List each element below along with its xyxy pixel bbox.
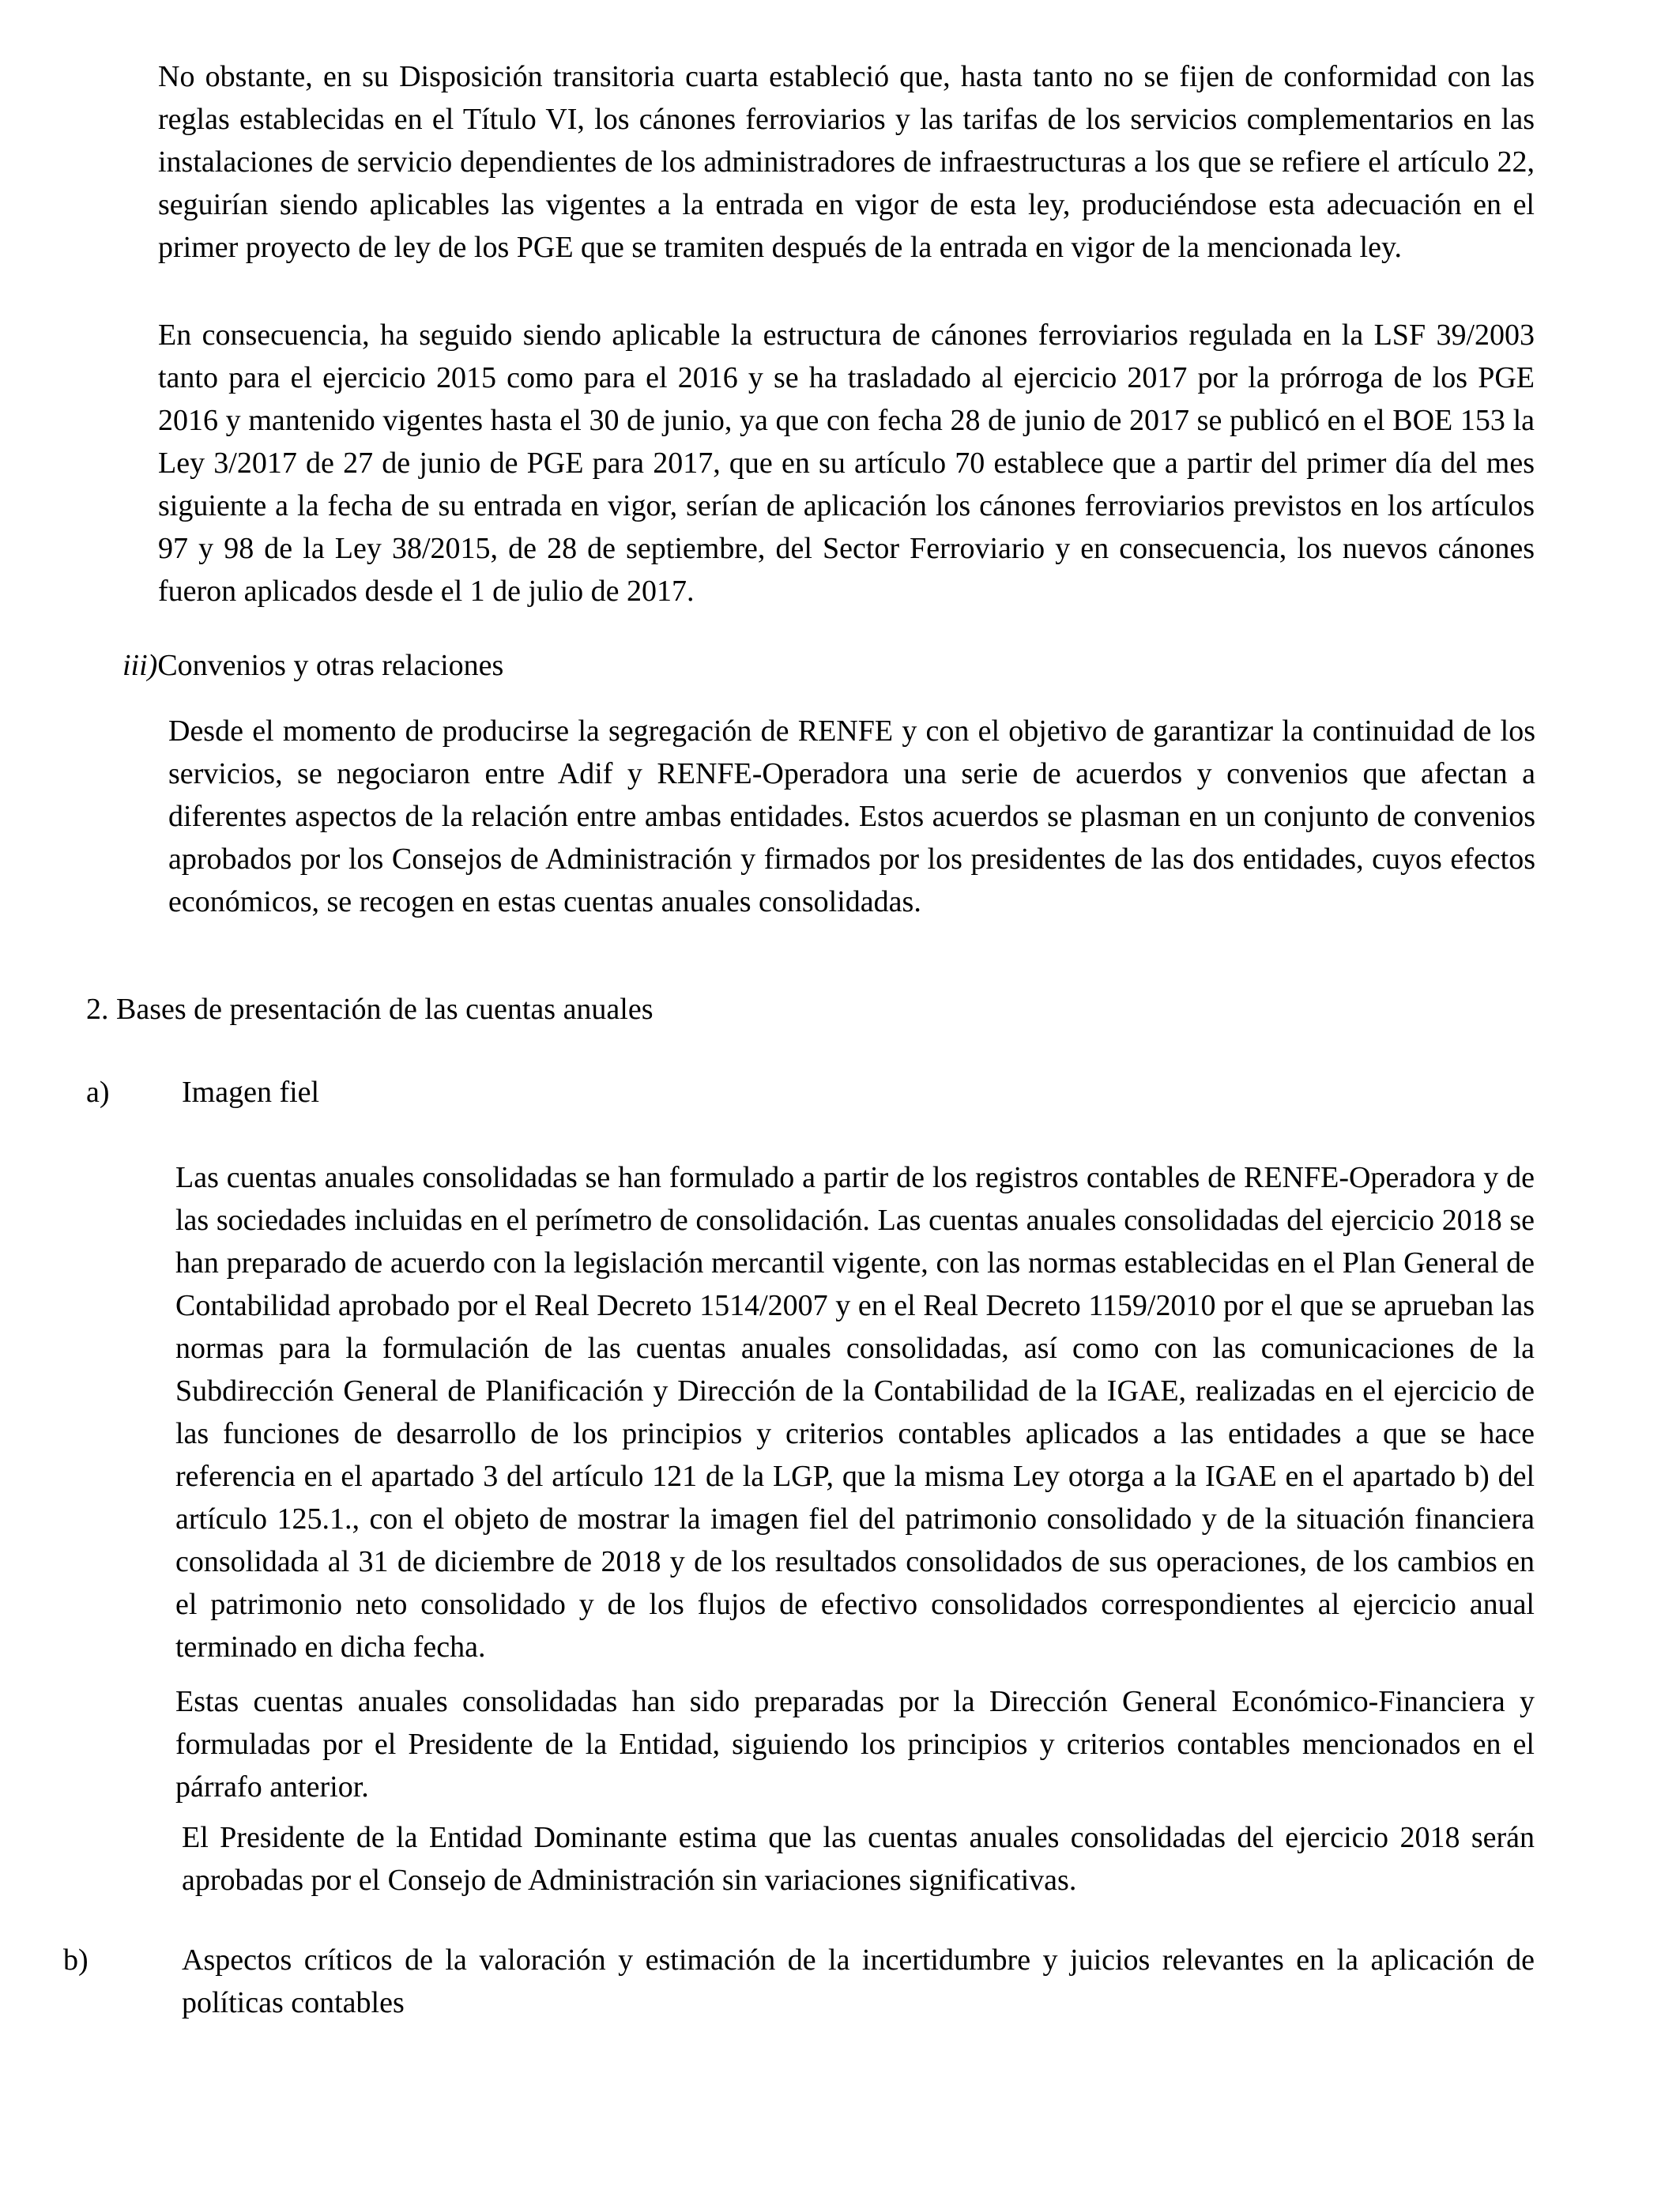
subsection-title-convenios: Convenios y otras relaciones	[157, 649, 504, 682]
item-label-b: b)	[63, 1943, 89, 1977]
item-title-imagen-fiel: Imagen fiel	[182, 1076, 320, 1109]
subsection-label-iii: iii)	[122, 649, 158, 682]
section-heading-bases: 2. Bases de presentación de las cuentas anuales	[86, 993, 654, 1026]
paragraph-convenios: Desde el momento de producirse la segregación de RENFE y con el objetivo de garantizar la continuidad de los servicios, se negociaron entre Adif y RENFE-Operadora una serie de acuerdos y convenios que afectan a diferentes aspectos de la relación entre ambas entidades. Estos acuerdos se plasman en un conjunto de convenios aprobados por los Consejos de Administración y firmados por los presidentes de las dos entidades, cuyos efectos económicos, se recogen en estas cuentas anuales consolidadas.	[168, 714, 1535, 918]
paragraph-consequence: En consecuencia, ha seguido siendo aplicable la estructura de cánones ferroviarios regulada en la LSF 39/2003 tanto para el ejercicio 2015 como para el 2016 y se ha trasladado al ejercicio 2017 por la prórroga de los PGE 2016 y mantenido vigentes hasta el 30 de junio, ya que con fecha 28 de junio de 2017 se publicó en el BOE 153 la Ley 3/2017 de 27 de junio de PGE para 2017, que en su artículo 70 establece que a partir del primer día del mes siguiente a la fecha de su entrada en vigor, serían de aplicación los cánones ferroviarios previstos en los artículos 97 y 98 de la Ley 38/2015, de 28 de septiembre, del Sector Ferroviario y en consecuencia, los nuevos cánones fueron aplicados desde el 1 de julio de 2017.	[158, 319, 1535, 608]
paragraph-preparadas: Estas cuentas anuales consolidadas han sido preparadas por la Dirección General Económico-Financiera y formuladas por el Presidente de la Entidad, siguiendo los principios y criterios contables mencionados en el párrafo anterior.	[175, 1685, 1535, 1804]
subsection-heading-convenios	[122, 644, 503, 687]
paragraph-transitional-provision: No obstante, en su Disposición transitoria cuarta estableció que, hasta tanto no se fijen de conformidad con las reglas establecidas en el Título VI, los cánones ferroviarios y las tarifas de los servicios complementarios en las instalaciones de servicio dependientes de los administradores de infraestructuras a los que se refiere el artículo 22, seguirían siendo aplicables las vigentes a la entrada en vigor de esta ley, produciéndose esta adecuación en el primer proyecto de ley de los PGE que se tramiten después de la entrada en vigor de la mencionada ley.	[158, 60, 1535, 264]
paragraph-aprobadas: El Presidente de la Entidad Dominante estima que las cuentas anuales consolidadas del ejercicio 2018 serán aprobadas por el Consejo de Administración sin variaciones significativas.	[182, 1821, 1535, 1897]
item-title-aspectos-criticos: Aspectos críticos de la valoración y estimación de la incertidumbre y juicios relevantes en la aplicación de políticas contables	[182, 1943, 1535, 2019]
paragraph-imagen-fiel: Las cuentas anuales consolidadas se han formulado a partir de los registros contables de RENFE-Operadora y de las sociedades incluidas en el perímetro de consolidación. Las cuentas anuales consolidadas del ejercicio 2018 se han preparado de acuerdo con la legislación mercantil vigente, con las normas establecidas en el Plan General de Contabilidad aprobado por el Real Decreto 1514/2007 y en el Real Decreto 1159/2010 por el que se aprueban las normas para la formulación de las cuentas anuales consolidadas, así como con las comunicaciones de la Subdirección General de Planificación y Dirección de la Contabilidad de la IGAE, realizadas en el ejercicio de las funciones de desarrollo de los principios y criterios contables aplicados a las entidades a que se hace referencia en el apartado 3 del artículo 121 de la LGP, que la misma Ley otorga a la IGAE en el apartado b) del artículo 125.1., con el objeto de mostrar la imagen fiel del patrimonio consolidado y de la situación financiera consolidada al 31 de diciembre de 2018 y de los resultados consolidados de sus operaciones, de los cambios en el patrimonio neto consolidado y de los flujos de efectivo consolidados correspondientes al ejercicio anual terminado en dicha fecha.	[175, 1161, 1535, 1664]
item-label-a: a)	[86, 1076, 110, 1109]
